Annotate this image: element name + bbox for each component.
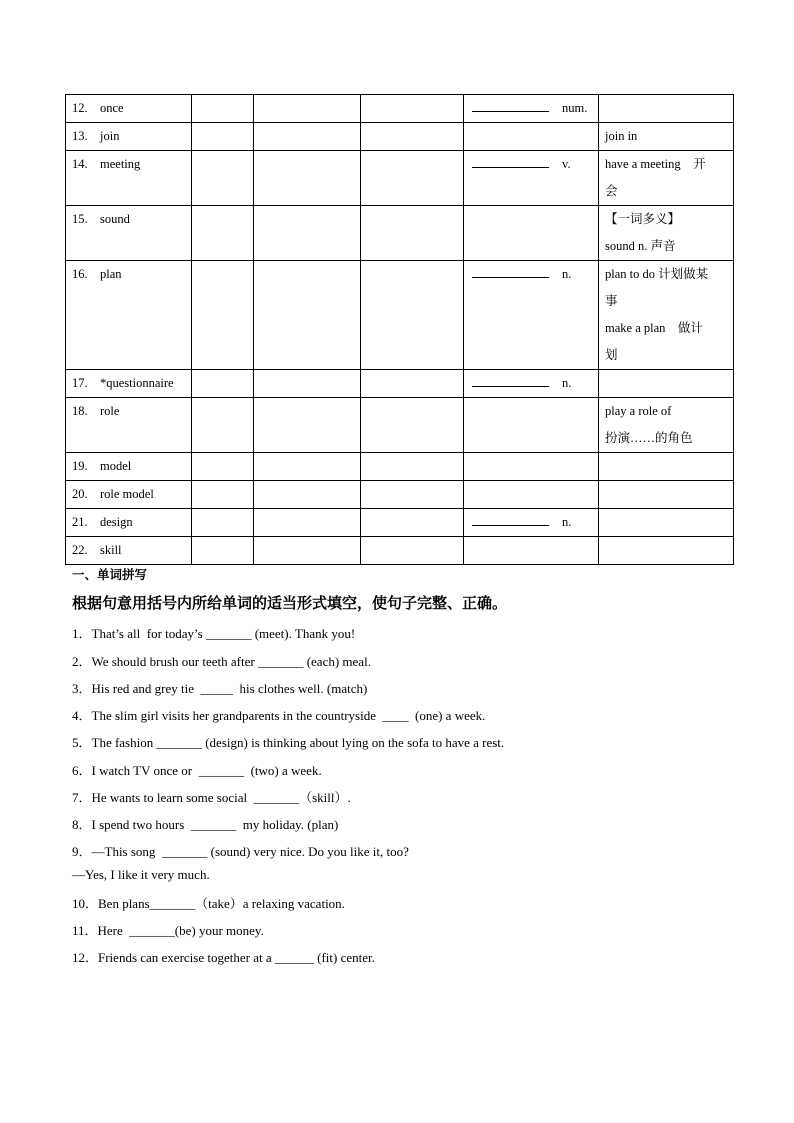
empty-cell [254,123,361,151]
table-row [66,123,734,151]
table-row [66,370,734,398]
row-word: role [100,404,120,418]
phrase-line: 扮演……的角色 [605,431,693,445]
table-row [66,398,734,453]
phrase-line: make a plan 做计 [605,321,703,335]
part-of-speech: n. [562,515,572,529]
table-row [66,509,734,537]
table-row [66,151,734,206]
row-word: once [100,101,124,115]
empty-cell [192,453,254,481]
empty-cell [361,509,464,537]
empty-cell [192,95,254,123]
table-row [66,453,734,481]
row-number: 20. [72,487,88,501]
empty-cell [361,398,464,453]
phrase-cell [599,509,734,537]
empty-cell [192,370,254,398]
table-row [66,206,734,261]
question-6: 6．I watch TV once or _______ (two) a week. [72,763,322,778]
phrase-cell [599,151,734,206]
phrase-cell [599,261,734,370]
question-4: 4．The slim girl visits her grandparents in the countryside ____ (one) a week. [72,708,486,723]
row-word: plan [100,267,122,281]
row-number: 13. [72,129,88,143]
phrase-cell [599,206,734,261]
word-cell [66,398,192,453]
row-number: 14. [72,157,88,171]
phrase-cell [599,453,734,481]
phrase-line: plan to do 计划做某 [605,267,709,281]
empty-cell [254,453,361,481]
answer-blank[interactable] [472,514,549,526]
row-word: design [100,515,133,529]
row-number: 21. [72,515,88,529]
empty-cell [192,151,254,206]
empty-cell [361,123,464,151]
question-10: 10．Ben plans_______（take）a relaxing vacation. [72,896,345,911]
row-word: *questionnaire [100,376,174,390]
empty-cell [361,537,464,565]
word-cell [66,95,192,123]
derivative-cell [464,537,599,565]
derivative-cell [464,398,599,453]
part-of-speech: v. [562,157,571,171]
word-cell [66,509,192,537]
word-cell [66,537,192,565]
empty-cell [254,370,361,398]
empty-cell [254,509,361,537]
derivative-cell [464,206,599,261]
row-word: model [100,459,132,473]
table-row [66,95,734,123]
empty-cell [361,370,464,398]
phrase-line: 【一词多义】 [605,212,681,226]
empty-cell [361,95,464,123]
phrase-cell [599,123,734,151]
word-cell [66,206,192,261]
empty-cell [192,481,254,509]
question-5: 5．The fashion _______ (design) is thinking about lying on the sofa to have a rest. [72,735,505,750]
word-cell [66,453,192,481]
row-word: sound [100,212,130,226]
phrase-line: 事 [605,294,618,308]
row-number: 18. [72,404,88,418]
empty-cell [361,151,464,206]
empty-cell [254,95,361,123]
row-number: 17. [72,376,88,390]
question-1: 1．That’s all for today’s _______ (meet). Thank you! [72,626,356,641]
answer-blank[interactable] [472,375,549,387]
row-number: 15. [72,212,88,226]
empty-cell [254,398,361,453]
vocabulary-table [65,94,734,565]
derivative-cell [464,95,599,123]
empty-cell [361,481,464,509]
part-of-speech: n. [562,267,572,281]
question-8: 8．I spend two hours _______ my holiday. (plan) [72,817,339,832]
word-cell [66,151,192,206]
question-7: 7．He wants to learn some social _______（skill）. [72,790,351,805]
part-of-speech: num. [562,101,588,115]
instruction: 根据句意用括号内所给单词的适当形式填空，使句子完整、正确。 [72,594,508,612]
empty-cell [192,398,254,453]
empty-cell [254,206,361,261]
empty-cell [192,537,254,565]
row-number: 16. [72,267,88,281]
row-word: join [100,129,120,143]
part-of-speech: n. [562,376,572,390]
phrase-line: play a role of [605,404,672,418]
question-9: 9．—This song _______ (sound) very nice. Do you like it, too? [72,844,409,859]
question-12: 12．Friends can exercise together at a ______ (fit) center. [72,950,375,965]
phrase-cell [599,398,734,453]
table-row [66,481,734,509]
question-11: 11．Here _______(be) your money. [72,923,264,938]
empty-cell [192,123,254,151]
derivative-cell [464,370,599,398]
empty-cell [192,261,254,370]
empty-cell [254,261,361,370]
empty-cell [192,509,254,537]
empty-cell [361,206,464,261]
answer-blank[interactable] [472,266,549,278]
empty-cell [192,206,254,261]
question-9-answer: —Yes, I like it very much. [72,867,210,882]
word-cell [66,261,192,370]
row-word: skill [100,543,122,557]
word-cell [66,370,192,398]
derivative-cell [464,123,599,151]
answer-blank[interactable] [472,100,549,112]
derivative-cell [464,481,599,509]
row-word: meeting [100,157,141,171]
table-row [66,261,734,370]
derivative-cell [464,509,599,537]
phrase-line: sound n. 声音 [605,239,676,253]
phrase-cell [599,370,734,398]
phrase-line: have a meeting 开 [605,157,706,171]
phrase-line: 会 [605,184,618,198]
derivative-cell [464,261,599,370]
empty-cell [254,151,361,206]
phrase-cell [599,481,734,509]
question-3: 3．His red and grey tie _____ his clothes well. (match) [72,681,368,696]
section-title: 一、单词拼写 [72,567,148,582]
empty-cell [361,453,464,481]
empty-cell [361,261,464,370]
derivative-cell [464,151,599,206]
phrase-cell [599,537,734,565]
word-cell [66,481,192,509]
row-word: role model [100,487,154,501]
question-2: 2．We should brush our teeth after _______ (each) meal. [72,654,371,669]
phrase-line: 划 [605,348,618,362]
empty-cell [254,537,361,565]
row-number: 19. [72,459,88,473]
word-cell [66,123,192,151]
row-number: 12. [72,101,88,115]
answer-blank[interactable] [472,156,549,168]
row-number: 22. [72,543,88,557]
phrase-cell [599,95,734,123]
derivative-cell [464,453,599,481]
table-row [66,537,734,565]
empty-cell [254,481,361,509]
phrase-line: join in [605,129,638,143]
